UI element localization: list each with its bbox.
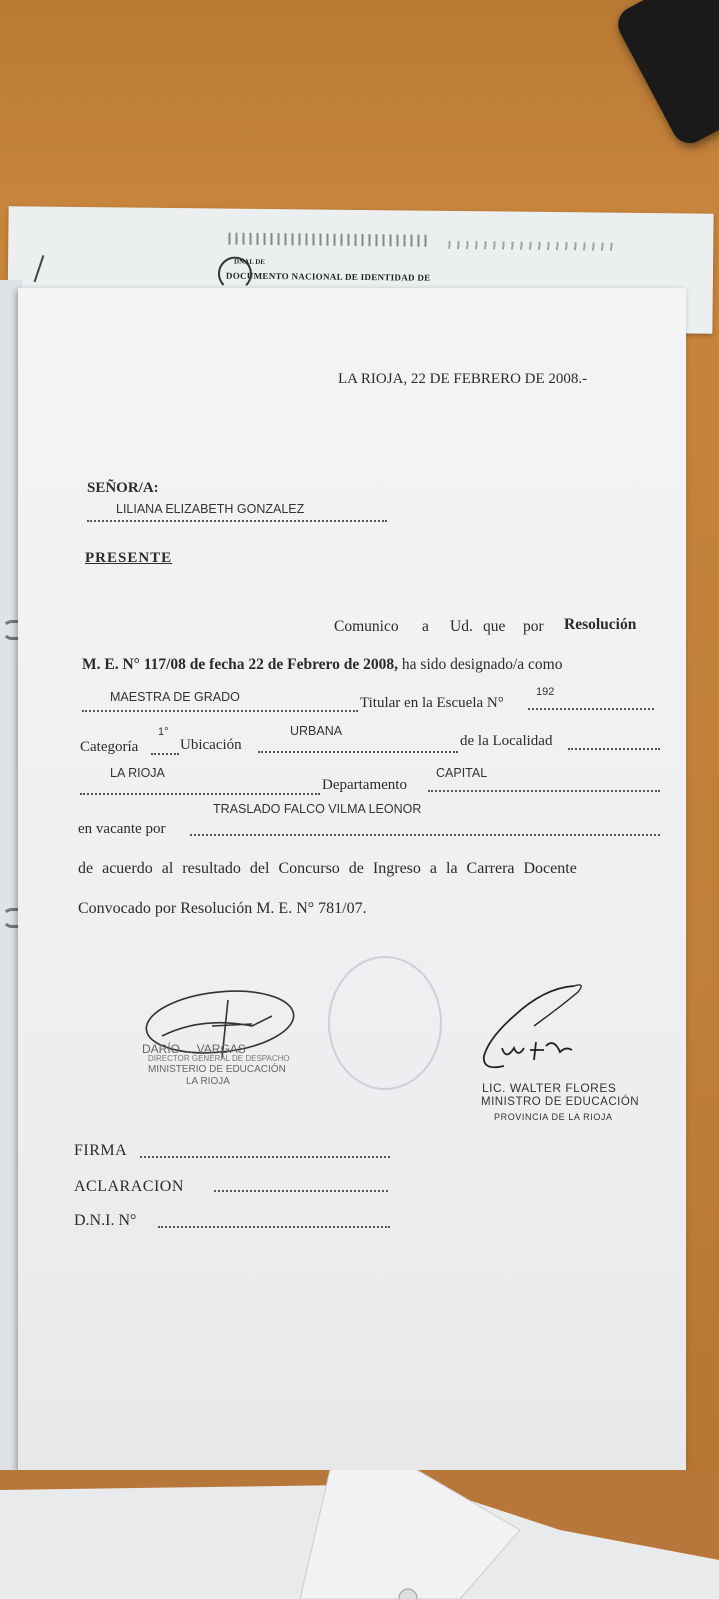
left-signer-title: DIRECTOR GENERAL DE DESPACHO <box>148 1054 290 1063</box>
aclaracion-line[interactable] <box>214 1190 388 1192</box>
pen-mark <box>34 255 45 282</box>
dotted-line <box>528 708 654 710</box>
back-document-header: DOCUMENTO NACIONAL DE IDENTIDAD DE <box>225 270 431 283</box>
date-line: LA RIOJA, 22 DE FEBRERO DE 2008.- <box>338 371 588 387</box>
phone <box>612 0 719 149</box>
text-word: que <box>483 618 506 635</box>
departamento-label: Departamento <box>322 777 407 793</box>
ubicacion-value: URBANA <box>290 724 343 738</box>
dotted-line <box>87 520 387 522</box>
cargo-value: MAESTRA DE GRADO <box>110 690 240 704</box>
designation-text: ha sido designado/a como <box>401 656 563 673</box>
dotted-line <box>151 753 179 755</box>
convocatoria-text: Convocado por Resolución M. E. N° 781/07. <box>78 900 367 917</box>
ubicacion-label: Ubicación <box>180 737 242 753</box>
stamp-icon <box>328 956 442 1090</box>
dotted-line <box>80 793 320 795</box>
departamento-value: CAPITAL <box>436 766 488 780</box>
text-word: a <box>422 618 429 635</box>
firma-label: FIRMA <box>74 1142 128 1159</box>
dni-label: D.N.I. N° <box>74 1212 137 1229</box>
firma-line[interactable] <box>140 1156 390 1158</box>
salutation: SEÑOR/A: <box>87 480 159 496</box>
fabric-corner <box>0 1470 719 1599</box>
text-word: Ud. <box>450 618 473 635</box>
vacante-value: TRASLADO FALCO VILMA LEONOR <box>213 802 422 816</box>
dni-line[interactable] <box>158 1226 390 1228</box>
resolution-number: M. E. N° 117/08 de fecha 22 de Febrero de 2008, <box>82 656 399 673</box>
dotted-line <box>568 748 660 750</box>
seal-text: DNAL DE <box>234 257 266 266</box>
signature-right-icon <box>474 976 604 1081</box>
presente-heading: PRESENTE <box>85 550 173 566</box>
right-signer-title: MINISTRO DE EDUCACIÓN <box>481 1096 640 1108</box>
aclaracion-label: ACLARACION <box>74 1178 184 1195</box>
escuela-value: 192 <box>536 686 555 698</box>
resolution-line <box>82 656 562 674</box>
dotted-line <box>82 710 358 712</box>
text-word: Comunico <box>334 618 399 635</box>
titular-label: Titular en la Escuela N° <box>360 695 504 711</box>
right-signer-name: LIC. WALTER FLORES <box>482 1081 617 1095</box>
dotted-line <box>428 790 660 792</box>
left-signer-org: MINISTERIO DE EDUCACIÓN <box>148 1064 286 1075</box>
concurso-text: de acuerdo al resultado del Concurso de Ingreso a la Carrera Docente <box>78 860 577 877</box>
text-word: Resolución <box>564 616 637 633</box>
categoria-value: 1° <box>158 726 169 738</box>
vacante-label: en vacante por <box>78 821 166 837</box>
categoria-label: Categoría <box>80 739 139 755</box>
recipient-name: LILIANA ELIZABETH GONZALEZ <box>116 502 305 516</box>
localidad-value: LA RIOJA <box>110 766 165 780</box>
text-word: por <box>523 618 544 635</box>
letter-page <box>18 288 686 1478</box>
faded-print <box>228 233 428 247</box>
localidad-label: de la Localidad <box>460 733 553 749</box>
left-signer-place: LA RIOJA <box>186 1076 230 1087</box>
faded-print <box>448 241 618 251</box>
dotted-line <box>258 751 458 753</box>
dotted-line <box>190 834 660 836</box>
right-signer-place: PROVINCIA DE LA RIOJA <box>494 1112 613 1122</box>
left-signer-name: DARÍO ... VARGAS <box>142 1042 246 1056</box>
